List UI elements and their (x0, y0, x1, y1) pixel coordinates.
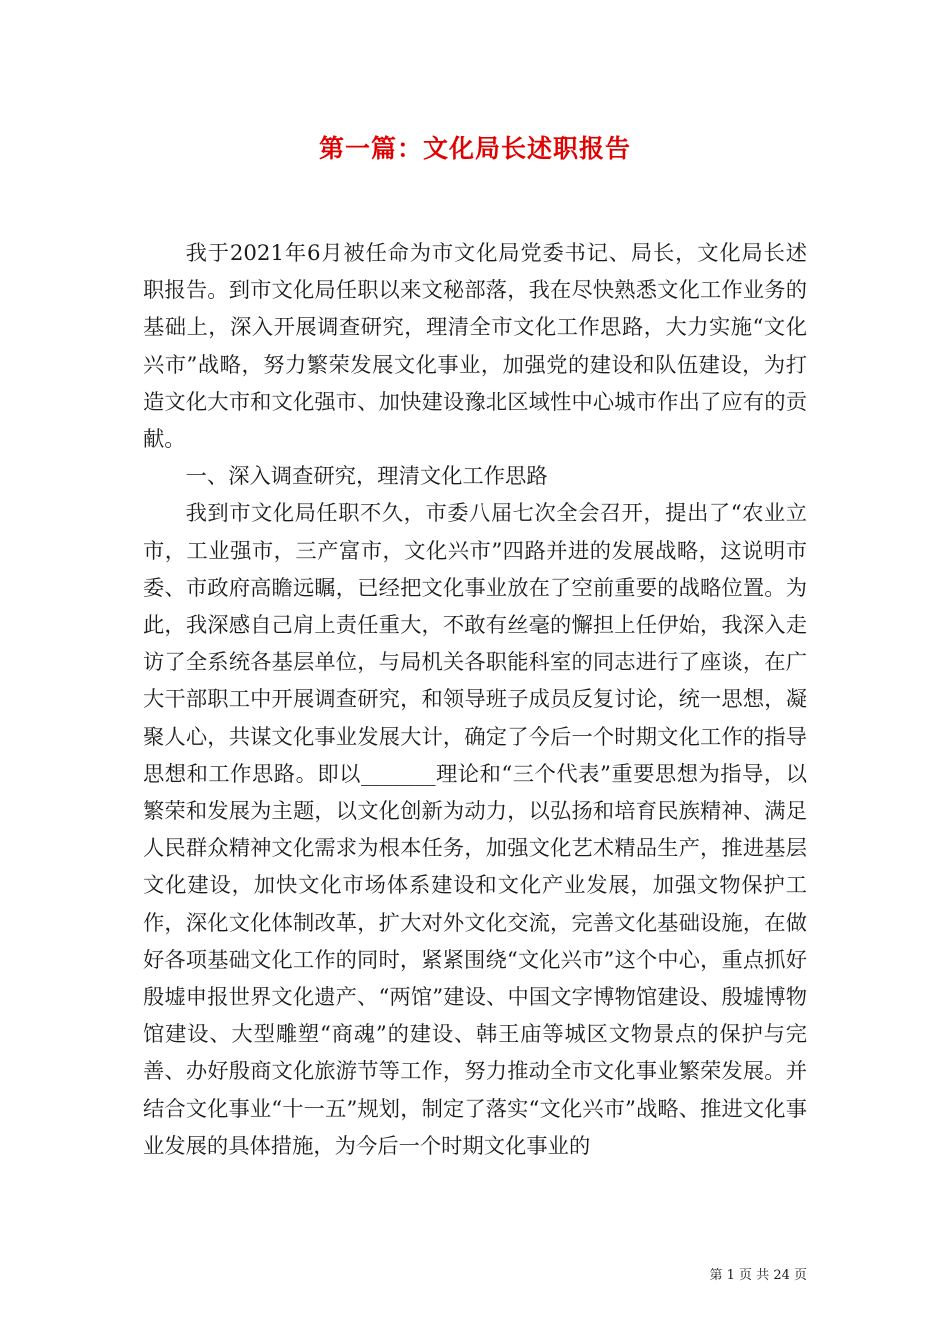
page-number-footer: 第 1 页 共 24 页 (709, 1268, 807, 1283)
section-heading-1: 一、深入调查研究，理清文化工作思路 (185, 464, 548, 490)
document-body (143, 235, 807, 1165)
paragraph-section-1: 我到市文化局任职不久，市委八届七次全会召开，提出了“农业立市，工业强市，三产富市，文化兴市”四路并进的发展战略，这说明市委、市政府高瞻远瞩，已经把文化事业放在了空前重要的战略位置。为此，我深感自己肩上责任重大，不敢有丝毫的懈担上任伊始，我深入走访了全系统各基层单位，与局机关各职能科室的同志进行了座谈，在广大干部职工中开展调查研究，和领导班子成员反复讨论，统一思想，凝聚人心，共谋文化事业发展大计，确定了今后一个时期文化工作的指导思想和工作思路。即以_______理论和“三个代表”重要思想为指导，以繁荣和发展为主题，以文化创新为动力，以弘扬和培育民族精神、满足人民群众精神文化需求为根本任务，加强文化艺术精品生产，推进基层文化建设，加快文化市场体系建设和文化产业发展，加强文物保护工作，深化文化体制改革，扩大对外文化交流，完善文化基础设施，在做好各项基础文化工作的同时，紧紧围绕“文化兴市”这个中心，重点抓好殷墟申报世界文化遗产、“两馆”建设、中国文字博物馆建设、殷墟博物馆建设、大型雕塑“商魂”的建设、韩王庙等城区文物景点的保护与完善、办好殷商文化旅游节等工作，努力推动全市文化事业繁荣发展。并结合文化事业“十一五”规划，制定了落实“文化兴市”战略、推进文化事业发展的具体措施，为今后一个时期文化事业的 (143, 501, 807, 1159)
document-title: 第一篇：文化局长述职报告 (318, 134, 631, 163)
paragraph-intro: 我于2021年6月被任命为市文化局党委书记、局长，文化局长述职报告。到市文化局任职以来文秘部落，我在尽快熟悉文化工作业务的基础上，深入开展调查研究，理清全市文化工作思路，大力实施“文化兴市”战略，努力繁荣发展文化事业，加强党的建设和队伍建设，为打造文化大市和文化强市、加快建设豫北区域性中心城市作出了应有的贡献。 (143, 241, 807, 453)
